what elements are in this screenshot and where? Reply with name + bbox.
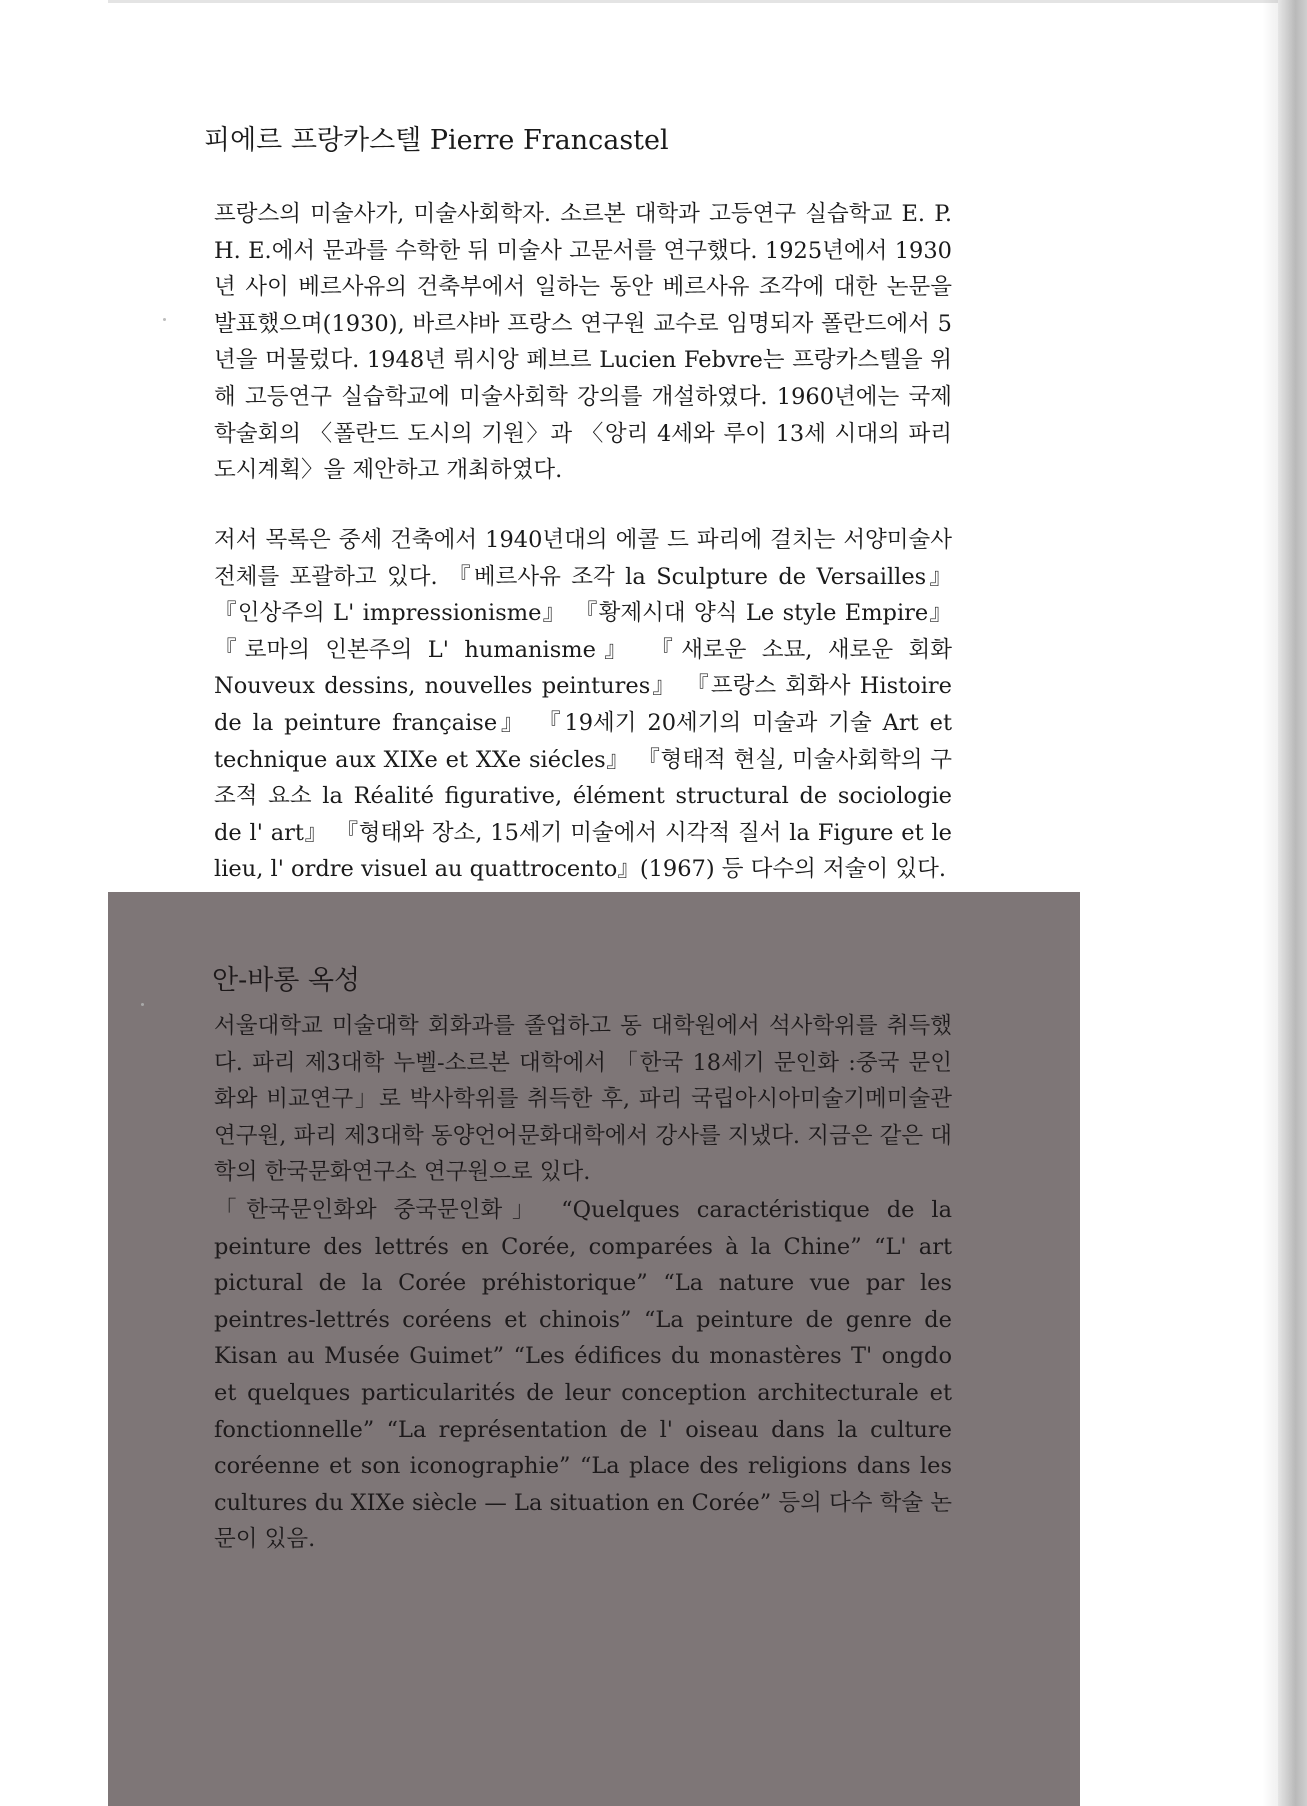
ahn-baron-bio-paragraph: 서울대학교 미술대학 회화과를 졸업하고 동 대학원에서 석사학위를 취득했다. 파리 제3대학 누벨-소르본 대학에서 「한국 18세기 문인화 :중국 문인화와 비교연구」로 박사학위를 취득한 후, 파리 국립아시아미술기메미술관 연구원, 파리 제3대학 동양언어문화대학에서 강사를 지냈다. 지금은 같은 대학의 한국문화연구소 연구원으로 있다.: [214, 1013, 952, 1186]
ahn-baron-works-paragraph: 「한국문인화와 중국문인화」 “Quelques caractéristique de la peinture des lettrés en Corée, comparées à la Chine” “L' art pictural de la Corée préhistorique” “La nature vue par les peintres-lettrés coréens et chinois” “La peinture de genre de Kisan au Musée Guimet” “Les édifices du monastères T' ongdo et quelques particularités de leur conception architecturale et fonctionnelle” “La représentation de l' oiseau dans la culture coréenne et son iconographie” “La place des religions dans les cultures du XIXe siècle — La situation en Corée” 등의 다수 학술 논문이 있음.: [214, 1197, 952, 1553]
scan-speck: [163, 318, 166, 321]
scan-speck: [141, 1003, 144, 1006]
lower-right-margin: [1080, 892, 1262, 1806]
page-left-margin: [0, 0, 108, 1806]
page-inner-shadow: [1262, 0, 1278, 1806]
page-top-edge: [108, 0, 1278, 3]
heading-pierre-francastel: 피에르 프랑카스텔 Pierre Francastel: [204, 125, 669, 156]
page-right-edge: [1278, 0, 1307, 1806]
francastel-bio-paragraph: 프랑스의 미술사가, 미술사회학자. 소르본 대학과 고등연구 실습학교 E. P. H. E.에서 문과를 수학한 뒤 미술사 고문서를 연구했다. 1925년에서 1930년 사이 베르사유의 건축부에서 일하는 동안 베르사유 조각에 대한 논문을 발표했으며(1930), 바르샤바 프랑스 연구원 교수로 임명되자 폴란드에서 5년을 머물렀다. 1948년 뤼시앙 페브르 Lucien Febvre는 프랑카스텔을 위해 고등연구 실습학교에 미술사회학 강의를 개설하였다. 1960년에는 국제학술회의 〈폴란드 도시의 기원〉과 〈앙리 4세와 루이 13세 시대의 파리 도시계획〉을 제안하고 개최하였다.: [214, 201, 952, 484]
francastel-works-paragraph: 저서 목록은 중세 건축에서 1940년대의 에콜 드 파리에 걸치는 서양미술사 전체를 포괄하고 있다. 『베르사유 조각 la Sculpture de Versailles』 『인상주의 L' impressionisme』 『황제시대 양식 Le style Empire』 『로마의 인본주의 L' humanisme』 『새로운 소묘, 새로운 회화 Nouveux dessins, nouvelles peintures』 『프랑스 회화사 Histoire de la peinture française』 『19세기 20세기의 미술과 기술 Art et technique aux XIXe et XXe siécles』 『형태적 현실, 미술사회학의 구조적 요소 la Réalité figurative, élément structural de sociologie de l' art』 『형태와 장소, 15세기 미술에서 시각적 질서 la Figure et le lieu, l' ordre visuel au quattrocento』(1967) 등 다수의 저술이 있다.: [214, 527, 952, 883]
heading-ahn-baron-ok-sung: 안-바롱 옥성: [212, 965, 361, 996]
